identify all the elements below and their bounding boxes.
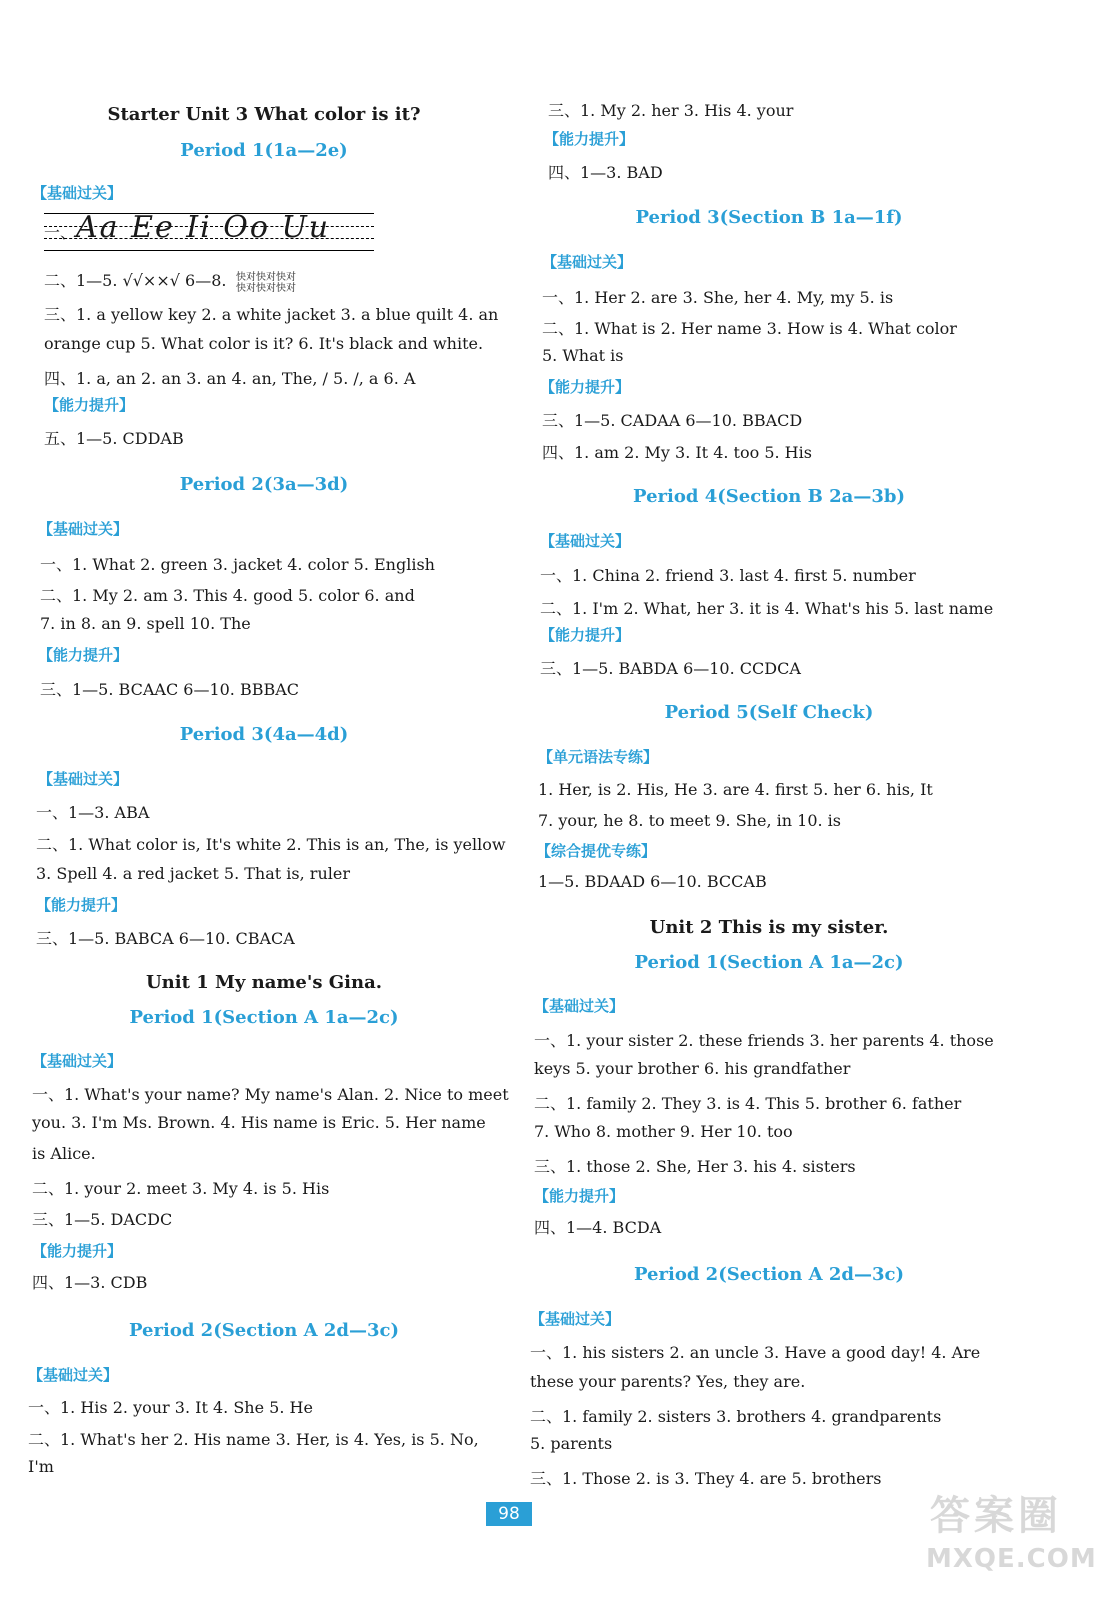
advanced-tag: 【能力提升】 [44,396,135,414]
answer-line: 一、1. What 2. green 3. jacket 4. color 5. English [40,555,435,574]
answer-line: I'm [28,1457,54,1476]
basic-tag: 【基础过关】 [28,1366,119,1384]
overlay-text: 快对快对快对 快对快对快对 [236,272,296,294]
unit-1-period-2-title: Period 2(Section A 2d—3c) [129,1320,399,1341]
advanced-tag: 【能力提升】 [534,1187,625,1205]
period-1-title: Period 1(1a—2e) [180,140,348,161]
answer-line: 一、1—3. ABA [36,803,150,822]
answer-line: 7. in 8. an 9. spell 10. The [40,614,251,633]
writing-prefix: 一、 [44,223,77,242]
answer-line: you. 3. I'm Ms. Brown. 4. His name is Eric. 5. Her name [32,1113,486,1132]
answer-line: 二、1. I'm 2. What, her 3. it is 4. What's his 5. last name [540,599,994,618]
answer-line: 一、1. his sisters 2. an uncle 3. Have a good day! 4. Are [530,1343,981,1362]
unit-1-title: Unit 1 My name's Gina. [145,972,383,993]
basic-tag: 【基础过关】 [32,184,123,202]
advanced-tag: 【能力提升】 [38,646,129,664]
basic-tag: 【基础过关】 [38,770,129,788]
answer-line: 四、1—3. CDB [32,1273,148,1292]
answer-line: 一、1. China 2. friend 3. last 4. first 5. number [540,566,916,585]
advanced-tag: 【能力提升】 [36,896,127,914]
answer-line: 二、1. family 2. sisters 3. brothers 4. grandparents [530,1407,942,1426]
page-number: 98 [486,1502,532,1526]
unit-2-period-1-title: Period 1(Section A 1a—2c) [634,952,904,973]
answer-line: 一、1. your sister 2. these friends 3. her parents 4. those [534,1031,994,1050]
basic-tag: 【基础过关】 [38,520,129,538]
answer-line: 三、1—5. CADAA 6—10. BBACD [542,411,803,430]
advanced-tag: 【能力提升】 [540,378,631,396]
answer-line: 7. Who 8. mother 9. Her 10. too [534,1122,793,1141]
comprehensive-tag: 【综合提优专练】 [536,842,657,860]
period-2-title: Period 2(3a—3d) [179,474,349,495]
answer-line: 四、1. am 2. My 3. It 4. too 5. His [542,443,812,462]
answer-line: 7. your, he 8. to meet 9. She, in 10. is [538,811,841,830]
advanced-tag: 【能力提升】 [544,130,635,148]
basic-tag: 【基础过关】 [32,1052,123,1070]
answer-line: 二、1—5. √√××√ 6—8. [44,271,227,290]
basic-tag: 【基础过关】 [534,997,625,1015]
answer-line: is Alice. [32,1144,96,1163]
answer-line: 一、1. His 2. your 3. It 4. She 5. He [28,1398,313,1417]
period-3-section-b-title: Period 3(Section B 1a—1f) [635,207,903,228]
watermark-text: 答案圈 [930,1493,1062,1539]
answer-line: 五、1—5. CDDAB [44,429,184,448]
answer-line: 5. What is [542,346,624,365]
unit-2-title: Unit 2 This is my sister. [649,917,889,938]
answer-line: 二、1. family 2. They 3. is 4. This 5. brother 6. father [534,1094,962,1113]
period-4-title: Period 4(Section B 2a—3b) [633,486,905,507]
answer-line: 三、1. Those 2. is 3. They 4. are 5. brothers [530,1469,882,1488]
answer-line: orange cup 5. What color is it? 6. It's black and white. [44,334,484,353]
basic-tag: 【基础过关】 [530,1310,621,1328]
starter-unit-3-title: Starter Unit 3 What color is it? [107,104,421,125]
advanced-tag: 【能力提升】 [32,1242,123,1260]
answer-line: 三、1. My 2. her 3. His 4. your [548,101,794,120]
watermark-logo [920,1480,1110,1590]
answer-line: 1. Her, is 2. His, He 3. are 4. first 5. her 6. his, It [538,780,933,799]
advanced-tag: 【能力提升】 [540,626,631,644]
answer-line: 三、1—5. BABCA 6—10. CBACA [36,929,295,948]
period-3-title: Period 3(4a—4d) [179,724,349,745]
handwritten-letters: Aa Ee Ii Oo Uu [76,210,331,245]
answer-line: 二、1. My 2. am 3. This 4. good 5. color 6. and [40,586,415,605]
answer-line: 二、1. What is 2. Her name 3. How is 4. What color [542,319,957,338]
answer-line: 四、1. a, an 2. an 3. an 4. an, The, / 5. /, a 6. A [44,369,416,388]
answer-line: 三、1—5. BCAAC 6—10. BBBAC [40,680,300,699]
handwriting-lines [44,210,374,251]
answer-line: 3. Spell 4. a red jacket 5. That is, ruler [36,864,350,883]
answer-line: 三、1—5. BABDA 6—10. CCDCA [540,659,801,678]
unit-2-period-2-title: Period 2(Section A 2d—3c) [634,1264,904,1285]
answer-line: 三、1. a yellow key 2. a white jacket 3. a blue quilt 4. an [44,305,499,324]
answer-line: 二、1. What color is, It's white 2. This is an, The, is yellow [36,835,506,854]
basic-tag: 【基础过关】 [542,253,633,271]
unit-1-period-1-title: Period 1(Section A 1a—2c) [129,1007,399,1028]
answer-line: 四、1—4. BCDA [534,1218,662,1237]
answer-line: 四、1—3. BAD [548,163,663,182]
answer-line: 三、1. those 2. She, Her 3. his 4. sisters [534,1157,856,1176]
answer-line: 一、1. Her 2. are 3. She, her 4. My, my 5. is [542,288,894,307]
answer-line: 5. parents [530,1434,613,1453]
grammar-tag: 【单元语法专练】 [538,748,659,766]
answer-line: 1—5. BDAAD 6—10. BCCAB [538,872,767,891]
answer-line: keys 5. your brother 6. his grandfather [534,1059,851,1078]
answer-line: these your parents? Yes, they are. [530,1372,806,1391]
answer-line: 二、1. What's her 2. His name 3. Her, is 4. Yes, is 5. No, [28,1430,479,1449]
answer-line: 三、1—5. DACDC [32,1210,173,1229]
basic-tag: 【基础过关】 [540,532,631,550]
watermark-url: MXQE.COM [926,1544,1097,1574]
answer-line: 二、1. your 2. meet 3. My 4. is 5. His [32,1179,330,1198]
answer-line: 一、1. What's your name? My name's Alan. 2. Nice to meet [32,1085,509,1104]
period-5-title: Period 5(Self Check) [664,702,874,723]
